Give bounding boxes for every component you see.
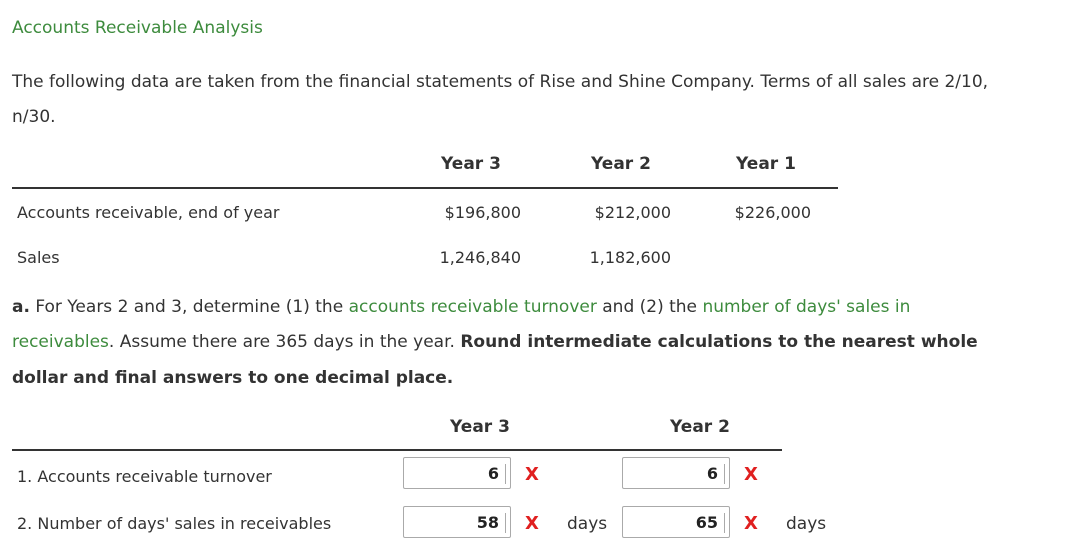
incorrect-icon: X xyxy=(744,513,758,534)
answer-row-label-days: 2. Number of days' sales in receivables xyxy=(17,514,332,533)
days-unit-year3: days xyxy=(567,514,608,534)
question-bold-2: dollar and final answers to one decimal place. xyxy=(12,368,454,388)
link-ar-turnover[interactable]: accounts receivable turnover xyxy=(348,297,597,317)
question-bold-1: Round intermediate calculations to the nearest whole xyxy=(460,332,978,352)
question-prefix: a. xyxy=(12,297,30,317)
question-line-1 xyxy=(12,289,910,325)
link-days-sales-cont[interactable]: receivables xyxy=(12,332,109,352)
question-line-2 xyxy=(12,324,978,360)
intro-text-cont: n/30. xyxy=(12,107,56,127)
cell-sales-year2: 1,182,600 xyxy=(589,248,671,267)
turnover-input-year3[interactable] xyxy=(403,457,511,489)
table-header-rule xyxy=(12,187,838,189)
days-value-year3: 58 xyxy=(477,513,506,533)
row-label-sales: Sales xyxy=(17,248,60,267)
answer-header-year2: Year 2 xyxy=(670,417,730,437)
answer-header-rule xyxy=(12,449,782,451)
link-days-sales[interactable]: number of days' sales in xyxy=(702,297,911,317)
cell-ar-year1: $226,000 xyxy=(734,203,811,222)
turnover-value-year3: 6 xyxy=(488,464,506,484)
col-header-year2: Year 2 xyxy=(591,154,651,174)
turnover-value-year2: 6 xyxy=(707,464,725,484)
incorrect-icon: X xyxy=(525,464,539,485)
page-title: Accounts Receivable Analysis xyxy=(12,18,263,38)
days-value-year2: 65 xyxy=(696,513,725,533)
question-text-2: and (2) the xyxy=(602,297,698,317)
days-input-year3[interactable] xyxy=(403,506,511,538)
turnover-input-year2[interactable] xyxy=(622,457,730,489)
row-label-ar: Accounts receivable, end of year xyxy=(17,203,280,222)
question-text-3: . Assume there are 365 days in the year. xyxy=(108,332,455,352)
intro-text: The following data are taken from the financial statements of Rise and Shine Company. Terms of all sales are 2/10, xyxy=(12,72,989,92)
col-header-year1: Year 1 xyxy=(736,154,796,174)
incorrect-icon: X xyxy=(744,464,758,485)
col-header-year3: Year 3 xyxy=(441,154,501,174)
cell-ar-year3: $196,800 xyxy=(444,203,521,222)
days-input-year2[interactable] xyxy=(622,506,730,538)
cell-sales-year3: 1,246,840 xyxy=(439,248,521,267)
incorrect-icon: X xyxy=(525,513,539,534)
days-unit-year2: days xyxy=(786,514,827,534)
cell-ar-year2: $212,000 xyxy=(594,203,671,222)
question-text-1: For Years 2 and 3, determine (1) the xyxy=(35,297,344,317)
answer-header-year3: Year 3 xyxy=(450,417,510,437)
answer-row-label-turnover: 1. Accounts receivable turnover xyxy=(17,467,272,486)
